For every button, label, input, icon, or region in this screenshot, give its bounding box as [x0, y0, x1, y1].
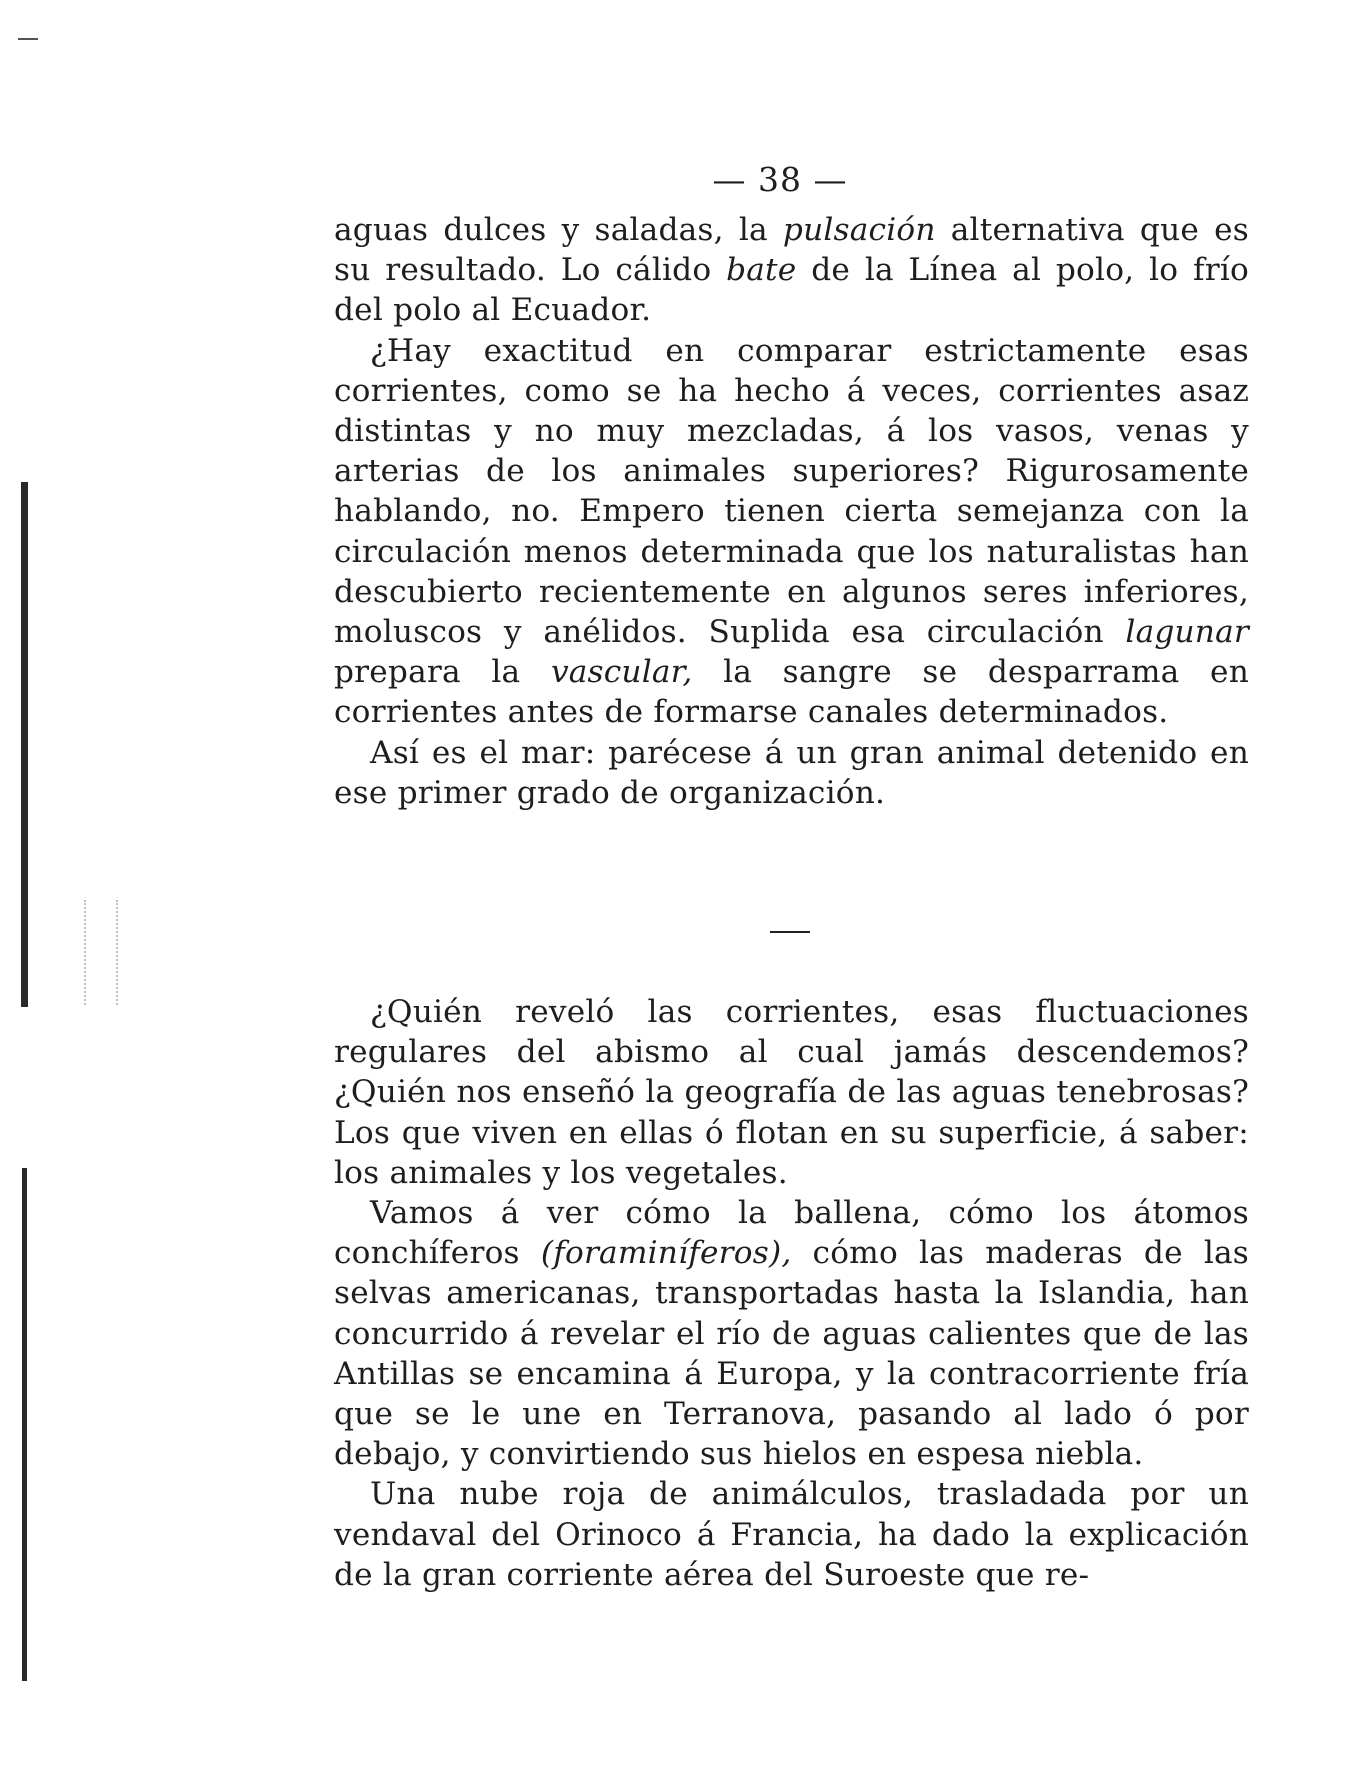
italic-text-run: pulsación [782, 212, 936, 248]
italic-text-run: bate [726, 252, 797, 289]
text-run: la sangre se desparrama en corrientes antes de formarse canales determinados. [334, 654, 1249, 731]
text-run: Así es el mar: parécese á un gran animal detenido en ese primer grado de organización. [334, 734, 1249, 811]
text-run: ¿Quién reveló las corrientes, esas fluctuaciones regulares del abismo al cual jamás descendemos? ¿Quién nos enseñó la geografía de las aguas tenebrosas? Los que viven en ellas ó flotan en su superficie, á saber: los animales y los vegetales. [334, 994, 1249, 1191]
scan-edge-shadow-lower [22, 1168, 27, 1681]
paragraph [334, 210, 1249, 331]
text-section-1 [334, 210, 1249, 813]
text-run: Una nube roja de animálculos, trasladada por un vendaval del Orinoco á Francia, ha dado la explicación de la gran corriente aérea del Suroeste que re- [334, 1476, 1249, 1593]
scan-edge-marks [84, 900, 118, 1005]
scan-edge-shadow-upper [21, 482, 28, 1007]
text-run: prepara la [334, 654, 551, 691]
text-run: cómo las maderas de las selvas americanas, transportadas hasta la Islandia, han concurrido á revelar el río de aguas calientes que de las Antillas se encamina á Europa, y la contracorriente fría que se le une en Terranova, pasando al lado ó por debajo, y convirtiendo sus hielos en espesa niebla. [334, 1235, 1249, 1473]
italic-text-run: vascular, [550, 654, 693, 691]
paragraph [334, 992, 1249, 1193]
italic-text-run: lagunar [1125, 614, 1249, 651]
page-number: — 38 — [712, 160, 848, 199]
text-run: de la Línea al polo, lo frío del polo al Ecuador. [334, 252, 1249, 329]
text-run: alternativa que es su resultado. Lo cálido [334, 212, 1249, 289]
text-run: aguas dulces y saladas, la [334, 212, 783, 248]
italic-text-run: (foraminíferos), [540, 1235, 792, 1272]
text-run: Vamos á ver cómo la ballena, cómo los átomos conchíferos [334, 1195, 1249, 1272]
paragraph [334, 1193, 1249, 1474]
section-separator [770, 931, 810, 933]
paragraph [334, 331, 1249, 733]
text-run: ¿Hay exactitud en comparar estrictamente esas corrientes, como se ha hecho á veces, corrientes asaz distintas y no muy mezcladas, á los vasos, venas y arterias de los animales superiores? Rigurosamente hablando, no. Empero tienen cierta semejanza con la circulación menos determinada que los naturalistas han descubierto recientemente en algunos seres inferiores, moluscos y anélidos. Suplida esa circulación [334, 332, 1249, 651]
corner-speck [18, 38, 38, 40]
paragraph [334, 1474, 1249, 1595]
text-section-2 [334, 992, 1249, 1595]
paragraph [334, 733, 1249, 813]
